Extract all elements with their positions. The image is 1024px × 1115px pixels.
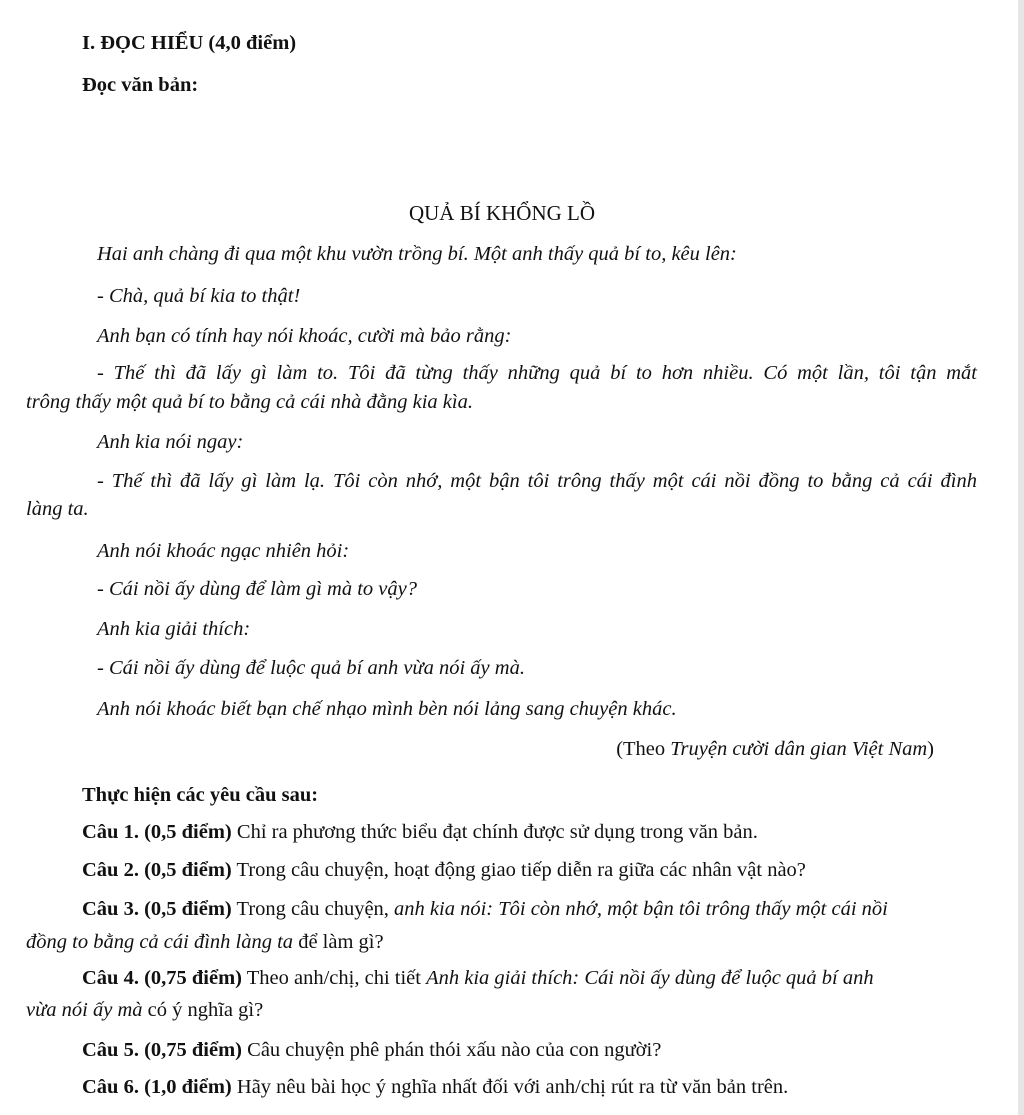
question-3-text-b: để làm gì? — [293, 931, 384, 953]
question-3-line-1 — [82, 897, 888, 921]
question-3-text-a: Trong câu chuyện, — [231, 898, 395, 920]
question-4-line-2 — [26, 998, 263, 1022]
question-4-italic-b: vừa nói ấy mà — [26, 999, 143, 1021]
story-paragraph-11: Anh nói khoác biết bạn chế nhạo mình bèn nói lảng sang chuyện khác. — [97, 698, 677, 720]
story-source — [616, 737, 934, 761]
question-2-label: Câu 2. (0,5 điểm) — [82, 859, 232, 881]
question-2 — [82, 858, 806, 882]
story-paragraph-7: Anh nói khoác ngạc nhiên hỏi: — [97, 540, 350, 562]
story-title: QUẢ BÍ KHỔNG LỒ — [408, 201, 596, 225]
story-paragraph-10: - Cái nồi ấy dùng để luộc quả bí anh vừa nói ấy mà. — [97, 657, 525, 679]
question-3-label: Câu 3. (0,5 điểm) — [82, 898, 232, 920]
section-heading: I. ĐỌC HIỂU (4,0 điểm) — [82, 32, 297, 54]
story-paragraph-3: Anh bạn có tính hay nói khoác, cười mà bảo rằng: — [97, 325, 512, 347]
question-5-text: Câu chuyện phê phán thói xấu nào của con người? — [242, 1039, 662, 1061]
tasks-heading: Thực hiện các yêu cầu sau: — [82, 784, 319, 806]
question-6-text: Hãy nêu bài học ý nghĩa nhất đối với anh/chị rút ra từ văn bản trên. — [231, 1076, 789, 1098]
question-1 — [82, 820, 758, 844]
question-5 — [82, 1038, 661, 1062]
page-edge — [1018, 0, 1024, 1115]
source-title: Truyện cười dân gian Việt Nam — [670, 738, 928, 760]
story-paragraph-5: Anh kia nói ngay: — [97, 431, 244, 453]
story-paragraph-2: - Chà, quả bí kia to thật! — [97, 285, 301, 307]
question-4-text-b: có ý nghĩa gì? — [142, 999, 264, 1021]
source-prefix: (Theo — [616, 738, 671, 760]
question-6-label: Câu 6. (1,0 điểm) — [82, 1076, 232, 1098]
story-paragraph-4-line-2: trông thấy một quả bí to bằng cả cái nhà đằng kia kìa. — [26, 391, 473, 413]
story-paragraph-6-line-1: - Thế thì đã lấy gì làm lạ. Tôi còn nhớ, một bận tôi trông thấy một cái nồi đồng to bằng cả cái đình — [97, 470, 977, 492]
story-paragraph-6-line-2: làng ta. — [26, 498, 89, 520]
source-suffix: ) — [927, 738, 934, 760]
question-4-text-a: Theo anh/chị, chi tiết — [242, 967, 427, 989]
question-2-text: Trong câu chuyện, hoạt động giao tiếp diễn ra giữa các nhân vật nào? — [231, 859, 806, 881]
story-paragraph-8: - Cái nồi ấy dùng để làm gì mà to vậy? — [97, 578, 417, 600]
question-1-label: Câu 1. (0,5 điểm) — [82, 821, 232, 843]
question-6 — [82, 1075, 788, 1099]
story-paragraph-4-line-1: - Thế thì đã lấy gì làm to. Tôi đã từng thấy những quả bí to hơn nhiều. Có một lần, tôi tận mắt — [97, 362, 977, 384]
question-4-line-1 — [82, 966, 874, 990]
question-4-label: Câu 4. (0,75 điểm) — [82, 967, 243, 989]
story-paragraph-9: Anh kia giải thích: — [97, 618, 251, 640]
story-paragraph-1: Hai anh chàng đi qua một khu vườn trồng bí. Một anh thấy quả bí to, kêu lên: — [97, 243, 737, 265]
read-label: Đọc văn bản: — [82, 74, 199, 96]
question-3-italic-b: đồng to bằng cả cái đình làng ta — [26, 931, 294, 953]
question-3-line-2 — [26, 930, 384, 954]
question-1-text: Chỉ ra phương thức biểu đạt chính được sử dụng trong văn bản. — [231, 821, 758, 843]
question-4-italic-a: Anh kia giải thích: Cái nồi ấy dùng để luộc quả bí anh — [426, 967, 874, 989]
question-3-italic-a: anh kia nói: Tôi còn nhớ, một bận tôi trông thấy một cái nồi — [394, 898, 888, 920]
question-5-label: Câu 5. (0,75 điểm) — [82, 1039, 243, 1061]
